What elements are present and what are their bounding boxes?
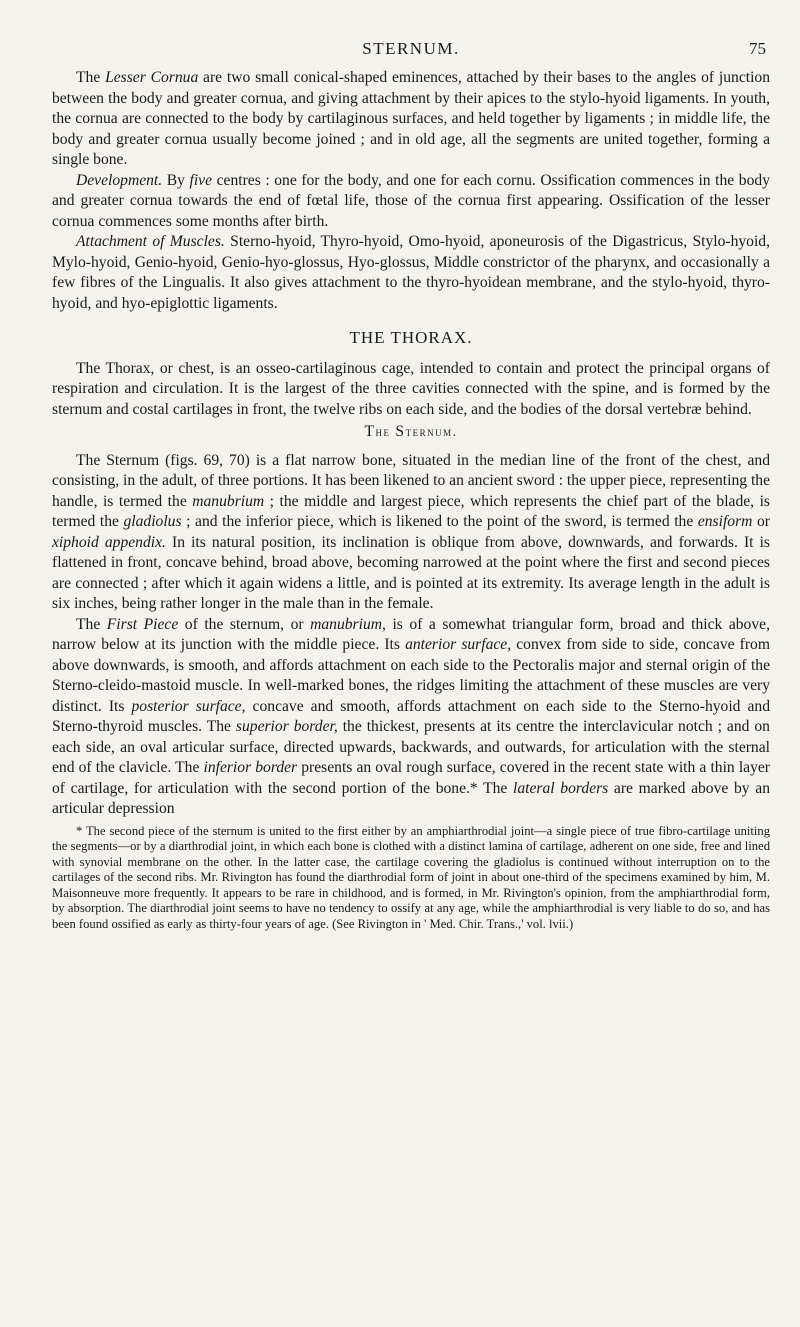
heading-initial: S	[395, 423, 406, 440]
running-head	[52, 34, 770, 64]
paragraph-first-piece	[52, 615, 770, 820]
text-run: ; and the inferior piece, which is likened to the point of the sword, is termed the	[181, 513, 698, 530]
term-anterior-surface: anterior surface,	[405, 636, 512, 653]
text-run: concave and smooth, affords attachment on each side to the Sterno-hyoid and Sterno-thyroid muscles. The	[52, 697, 771, 735]
text-run: or	[752, 513, 770, 530]
term-lateral-borders: lateral borders	[513, 779, 609, 797]
text-run: centres : one for the body, and one for each cornu. Ossification commences in the body and greater cornua towards the end of fœtal life, those of the cornua first appearing. Ossification of the lesser cornua commences some months after birth.	[52, 171, 770, 230]
text-run: is of a somewhat triangular form, broad and thick above, narrow below at its junction with the middle piece. Its	[52, 615, 770, 653]
text-run: convex from side to side, concave from above downwards, is smooth, and affords attachment on each side to the Pectoralis major and sternal origin of the Sterno-cleido-mastoid muscle. In well-marked bones, the ridges limiting the attachment of these muscles are very distinct. Its	[52, 636, 770, 715]
heading-attachment-of-muscles: Attachment of Muscles.	[76, 233, 225, 250]
text-run: presents an oval rough surface, covered in the recent state with a thin layer of cartilage, for articulation with the second portion of the bone.* The	[52, 759, 770, 797]
paragraph-sternum	[52, 451, 770, 615]
term-manubrium: manubrium,	[310, 615, 386, 633]
text-run: are two small conical-shaped eminences, attached by their bases to the angles of junction between the body and greater cornua, and giving attachment by their apices to the stylo-hyoid ligaments. In youth, the cornua are connected to the body by cartilaginous surfaces, and held together by ligaments ; in middle life, the body and greater cornua usually become joined ; and in old age, all the segments are united together, forming a single bone.	[52, 69, 770, 168]
term-posterior-surface: posterior surface,	[131, 697, 246, 715]
term-ensiform: ensiform	[697, 513, 753, 530]
text-run: of the sternum, or	[178, 615, 311, 633]
page-number: 75	[749, 39, 766, 58]
running-title: STERNUM.	[362, 39, 460, 58]
text-run: By	[162, 171, 190, 189]
heading-rest: ternum.	[405, 424, 458, 439]
text-run: the thickest, presents at its centre the interclavicular notch ; and on each side, an oval articular surface, directed upwards, backwards, and outwards, for articulation with the sternal end of the clavicle. The	[52, 718, 770, 776]
heading-initial: T	[364, 423, 376, 440]
term-five: five	[189, 171, 213, 189]
term-manubrium: manubrium	[192, 492, 265, 510]
term-inferior-border: inferior border	[203, 759, 298, 776]
body-text	[52, 68, 770, 820]
term-superior-border: superior border,	[235, 718, 338, 735]
term-lesser-cornua: Lesser Cornua	[105, 69, 199, 86]
paragraph-thorax: The Thorax, or chest, is an osseo-cartilaginous cage, intended to contain and protect the principal organs of respiration and circulation. It is the largest of the three cavities connected with the spine, and is formed by the sternum and costal cartilages in front, the twelve ribs on each side, and the bodies of the dorsal vertebræ behind.	[52, 359, 770, 418]
paragraph-development	[52, 171, 770, 233]
term-gladiolus: gladiolus	[123, 513, 182, 530]
paragraph-lesser-cornua	[52, 68, 770, 171]
section-heading-thorax: THE THORAX.	[349, 328, 473, 347]
footnote-text: * The second piece of the sternum is united to the first either by an amphiarthrodial joint—a single piece of true fibro-cartilage uniting the segments—or by a diarthrodial joint, in which each bone is clothed with a distinct lamina of cartilage, adherent on one side, free and lined with synovial membrane on the other. In the latter case, the cartilage covering the gladiolus is continued without interruption on to the cartilages of the second ribs. Mr. Rivington has found the diarthrodial form of joint in about one-third of the specimens examined by him, M. Maisonneuve more frequently. It appears to be rare in childhood, and is formed, in Mr. Rivington's opinion, from the amphiarthrodial form, by absorption. The diarthrodial joint seems to have no tendency to ossify at any age, while the amphiarthrodial is very liable to do so, and has been found ossified as early as thirty-four years of age. (See Rivington in ' Med. Chir. Trans.,' vol. lvii.)	[52, 823, 770, 932]
footnote	[52, 824, 770, 933]
text-run: Sterno-hyoid, Thyro-hyoid, Omo-hyoid, aponeurosis of the Digastricus, Stylo-hyoid, Mylo-hyoid, Genio-hyoid, Genio-hyo-glossus, Hyo-glossus, Middle constrictor of the pharynx, and occasionally a few fibres of the Lingualis. It also gives attachment to the thyro-hyoidean membrane, and the stylo-hyoid, thyro-hyoid, and hyo-epiglottic ligaments.	[52, 233, 770, 312]
term-first-piece: First Piece	[106, 615, 179, 633]
text-run: The Sternum (figs. 69, 70) is a flat narrow bone, situated in the median line of the front of the chest, and consisting, in the adult, of three portions. It has been likened to an ancient sword : the upper piece, representing the handle, is termed the	[52, 451, 770, 510]
text-run: In its natural position, its inclination is oblique from above, downwards, and forwards. It is flattened in front, concave behind, broad above, becoming narrowed at the point where the first and second pieces are connected ; after which it again widens a little, and is pointed at its extremity. Its average length in the adult is six inches, being rather longer in the male than in the female.	[52, 533, 770, 612]
heading-rest: he	[375, 424, 396, 439]
term-xiphoid-appendix: xiphoid appendix.	[52, 533, 166, 551]
text-run: The	[76, 69, 106, 86]
text-run: The	[76, 615, 107, 633]
paragraph-attachment-of-muscles	[52, 232, 770, 314]
text-run: are marked above by an articular depression	[52, 779, 770, 817]
heading-development: Development.	[76, 171, 163, 189]
text-run: ; the middle and largest piece, which represents the chief part of the blade, is termed the	[52, 492, 770, 530]
subsection-heading-sternum	[52, 422, 770, 443]
